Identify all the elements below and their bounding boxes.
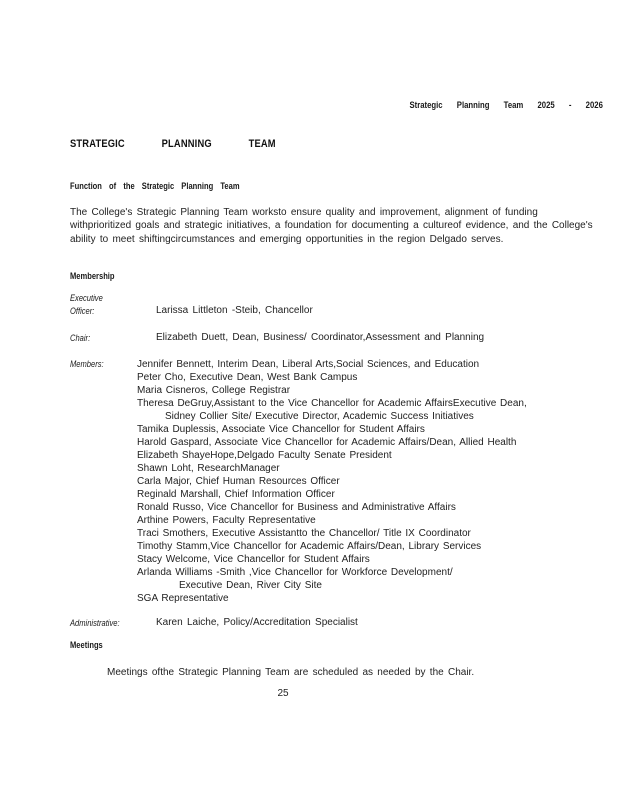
chair-value: Elizabeth Duett, Dean, Business/ Coordinator,Assessment and Planning	[156, 332, 485, 343]
function-body: The College's Strategic Planning Team worksto ensure quality and improvement, alignment of funding withprioritized goals and strategic initiatives, a foundation for documenting a cultureof evidence, and the College's ability to meet shiftingcircumstances and emerging opportunities in the region Delgado serves.	[70, 207, 593, 245]
membership-heading: Membership	[70, 271, 115, 281]
member-line-continuation: Executive Dean, River City Site	[179, 580, 322, 591]
member-line: Reginald Marshall, Chief Information Officer	[137, 489, 335, 500]
member-line: Elizabeth ShayeHope,Delgado Faculty Senate President	[137, 450, 392, 461]
running-header: Strategic Planning Team 2025 - 2026	[409, 100, 603, 110]
executive-officer-label-line1: Executive	[70, 293, 103, 303]
member-line: Shawn Loht, ResearchManager	[137, 463, 280, 474]
member-line: Traci Smothers, Executive Assistantto the Chancellor/ Title IX Coordinator	[137, 528, 471, 539]
chair-label: Chair:	[70, 333, 91, 343]
member-line: Carla Major, Chief Human Resources Officer	[137, 476, 340, 487]
member-line: Maria Cisneros, College Registrar	[137, 385, 291, 396]
members-list	[137, 358, 527, 605]
member-line: Tamika Duplessis, Associate Vice Chancellor for Student Affairs	[137, 424, 425, 435]
member-line: Harold Gaspard, Associate Vice Chancellor for Academic Affairs/Dean, Allied Health	[137, 437, 517, 448]
member-line-continuation: Sidney Collier Site/ Executive Director, Academic Success Initiatives	[165, 411, 474, 422]
member-line: Stacy Welcome, Vice Chancellor for Student Affairs	[137, 554, 370, 565]
page-number: 25	[277, 688, 289, 699]
function-heading: Function of the Strategic Planning Team	[70, 181, 240, 191]
page-title: STRATEGIC PLANNING TEAM	[70, 138, 276, 150]
meetings-body: Meetings ofthe Strategic Planning Team are scheduled as needed by the Chair.	[107, 667, 475, 678]
member-line: SGA Representative	[137, 593, 229, 604]
member-line: Ronald Russo, Vice Chancellor for Business and Administrative Affairs	[137, 502, 456, 513]
executive-officer-value: Larissa Littleton -Steib, Chancellor	[156, 305, 313, 316]
member-line: Arlanda Williams -Smith ,Vice Chancellor for Workforce Development/	[137, 567, 453, 578]
administrative-value: Karen Laiche, Policy/Accreditation Specialist	[156, 617, 358, 628]
member-line: Arthine Powers, Faculty Representative	[137, 515, 316, 526]
member-line: Theresa DeGruy,Assistant to the Vice Chancellor for Academic AffairsExecutive Dean,	[137, 398, 527, 409]
member-line: Timothy Stamm,Vice Chancellor for Academic Affairs/Dean, Library Services	[137, 541, 482, 552]
meetings-heading: Meetings	[70, 640, 103, 650]
executive-officer-label-line2: Officer:	[70, 306, 95, 316]
executive-officer-label	[70, 292, 103, 318]
administrative-label: Administrative:	[70, 618, 120, 628]
members-label: Members:	[70, 359, 104, 369]
member-line: Jennifer Bennett, Interim Dean, Liberal Arts,Social Sciences, and Education	[137, 359, 480, 370]
member-line: Peter Cho, Executive Dean, West Bank Campus	[137, 372, 358, 383]
